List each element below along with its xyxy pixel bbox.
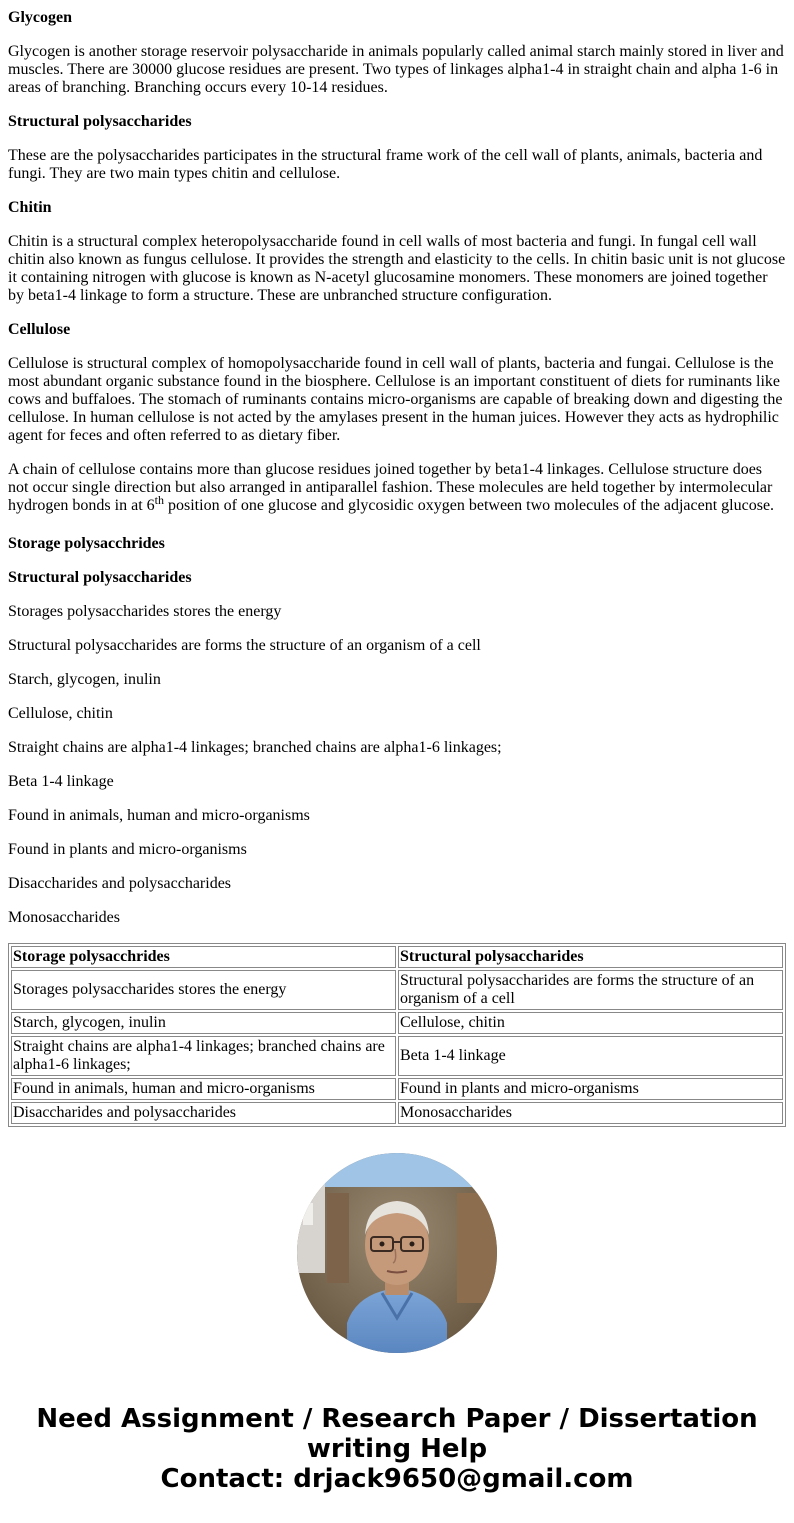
- table-cell: Beta 1-4 linkage: [398, 1036, 783, 1076]
- table-row: [11, 1012, 783, 1034]
- structural-heading: Structural polysaccharides: [8, 113, 192, 130]
- table-row: [11, 1078, 783, 1100]
- cellulose-p2-superscript: th: [154, 493, 164, 507]
- table-row: [11, 1102, 783, 1124]
- chitin-paragraph: Chitin is a structural complex heteropolysaccharide found in cell walls of most bacteria and fungi. In fungal cell wall chitin also known as fungus cellulose. It provides the strength and elasticity to the cells. In chitin basic unit is not glucose it containing nitrogen with glucose is known as N-acetyl glucosamine monomers. These monomers are joined together by beta1-4 linkage to form a structure. These are unbranched structure configuration.: [8, 233, 786, 304]
- structural-list-heading: Structural polysaccharides: [8, 569, 192, 586]
- list-item: Monosaccharides: [8, 909, 120, 926]
- table-header-cell: Storage polysacchrides: [11, 946, 396, 968]
- list-item: Storages polysaccharides stores the energy: [8, 603, 282, 620]
- list-item: Starch, glycogen, inulin: [8, 671, 161, 688]
- list-item: Straight chains are alpha1-4 linkages; branched chains are alpha1-6 linkages;: [8, 739, 502, 756]
- promo-line: Need Assignment / Research Paper / Dissertation writing Help: [36, 1404, 758, 1464]
- table-cell: Cellulose, chitin: [398, 1012, 783, 1034]
- cellulose-paragraph-1: Cellulose is structural complex of homopolysaccharide found in cell wall of plants, bacteria and fungai. Cellulose is the most abundant organic substance found in the biosphere. Cellulose is an important constituent of diets for ruminants like cows and buffaloes. The stomach of ruminants contains micro-organisms are capable of breaking down and digesting the cellulose. In human cellulose is not acted by the amylases present in the human juices. However they acts as hydrophilic agent for feces and often referred to as dietary fiber.: [8, 355, 783, 444]
- list-item: Cellulose, chitin: [8, 705, 113, 722]
- promo-banner: [0, 1404, 794, 1494]
- table-header-cell: Structural polysaccharides: [398, 946, 783, 968]
- structural-paragraph: These are the polysaccharides participates in the structural frame work of the cell wall of plants, animals, bacteria and fungi. They are two main types chitin and cellulose.: [8, 147, 763, 182]
- author-portrait: [297, 1153, 497, 1353]
- cellulose-p2-text-b: position of one glucose and glycosidic oxygen between two molecules of the adjacent glucose.: [164, 497, 775, 514]
- chitin-heading: Chitin: [8, 199, 52, 216]
- table-cell: Storages polysaccharides stores the energy: [11, 970, 396, 1010]
- comparison-table: [8, 943, 786, 1127]
- author-avatar: [297, 1153, 497, 1353]
- table-cell: Straight chains are alpha1-4 linkages; branched chains are alpha1-6 linkages;: [11, 1036, 396, 1076]
- table-cell: Found in plants and micro-organisms: [398, 1078, 783, 1100]
- list-item: Found in animals, human and micro-organisms: [8, 807, 310, 824]
- list-item: Disaccharides and polysaccharides: [8, 875, 232, 892]
- table-row: [11, 970, 783, 1010]
- list-item: Beta 1-4 linkage: [8, 773, 114, 790]
- cellulose-p2-text-a: A chain of cellulose contains more than glucose residues joined together by beta1-4 linkages. Cellulose structure does not occur single direction but also arranged in antiparallel fashion. These molecules are held together by intermolecular hydrogen bonds in at 6: [8, 461, 773, 514]
- table-cell: Structural polysaccharides are forms the structure of an organism of a cell: [398, 970, 783, 1010]
- glycogen-paragraph: Glycogen is another storage reservoir polysaccharide in animals popularly called animal starch mainly stored in liver and muscles. There are 30000 glucose residues are present. Two types of linkages alpha1-4 in straight chain and alpha 1-6 in areas of branching. Branching occurs every 10-14 residues.: [8, 43, 784, 96]
- storage-list-heading: Storage polysacchrides: [8, 535, 165, 552]
- table-cell: Starch, glycogen, inulin: [11, 1012, 396, 1034]
- table-cell: Monosaccharides: [398, 1102, 783, 1124]
- table-cell: Disaccharides and polysaccharides: [11, 1102, 396, 1124]
- cellulose-heading: Cellulose: [8, 321, 71, 338]
- cellulose-paragraph-2: [8, 461, 786, 515]
- list-item: Structural polysaccharides are forms the structure of an organism of a cell: [8, 637, 481, 654]
- table-row: [11, 1036, 783, 1076]
- list-item: Found in plants and micro-organisms: [8, 841, 247, 858]
- table-cell: Found in animals, human and micro-organisms: [11, 1078, 396, 1100]
- glycogen-heading: Glycogen: [8, 9, 72, 26]
- table-header-row: [11, 946, 783, 968]
- promo-contact: Contact: drjack9650@gmail.com: [160, 1464, 634, 1494]
